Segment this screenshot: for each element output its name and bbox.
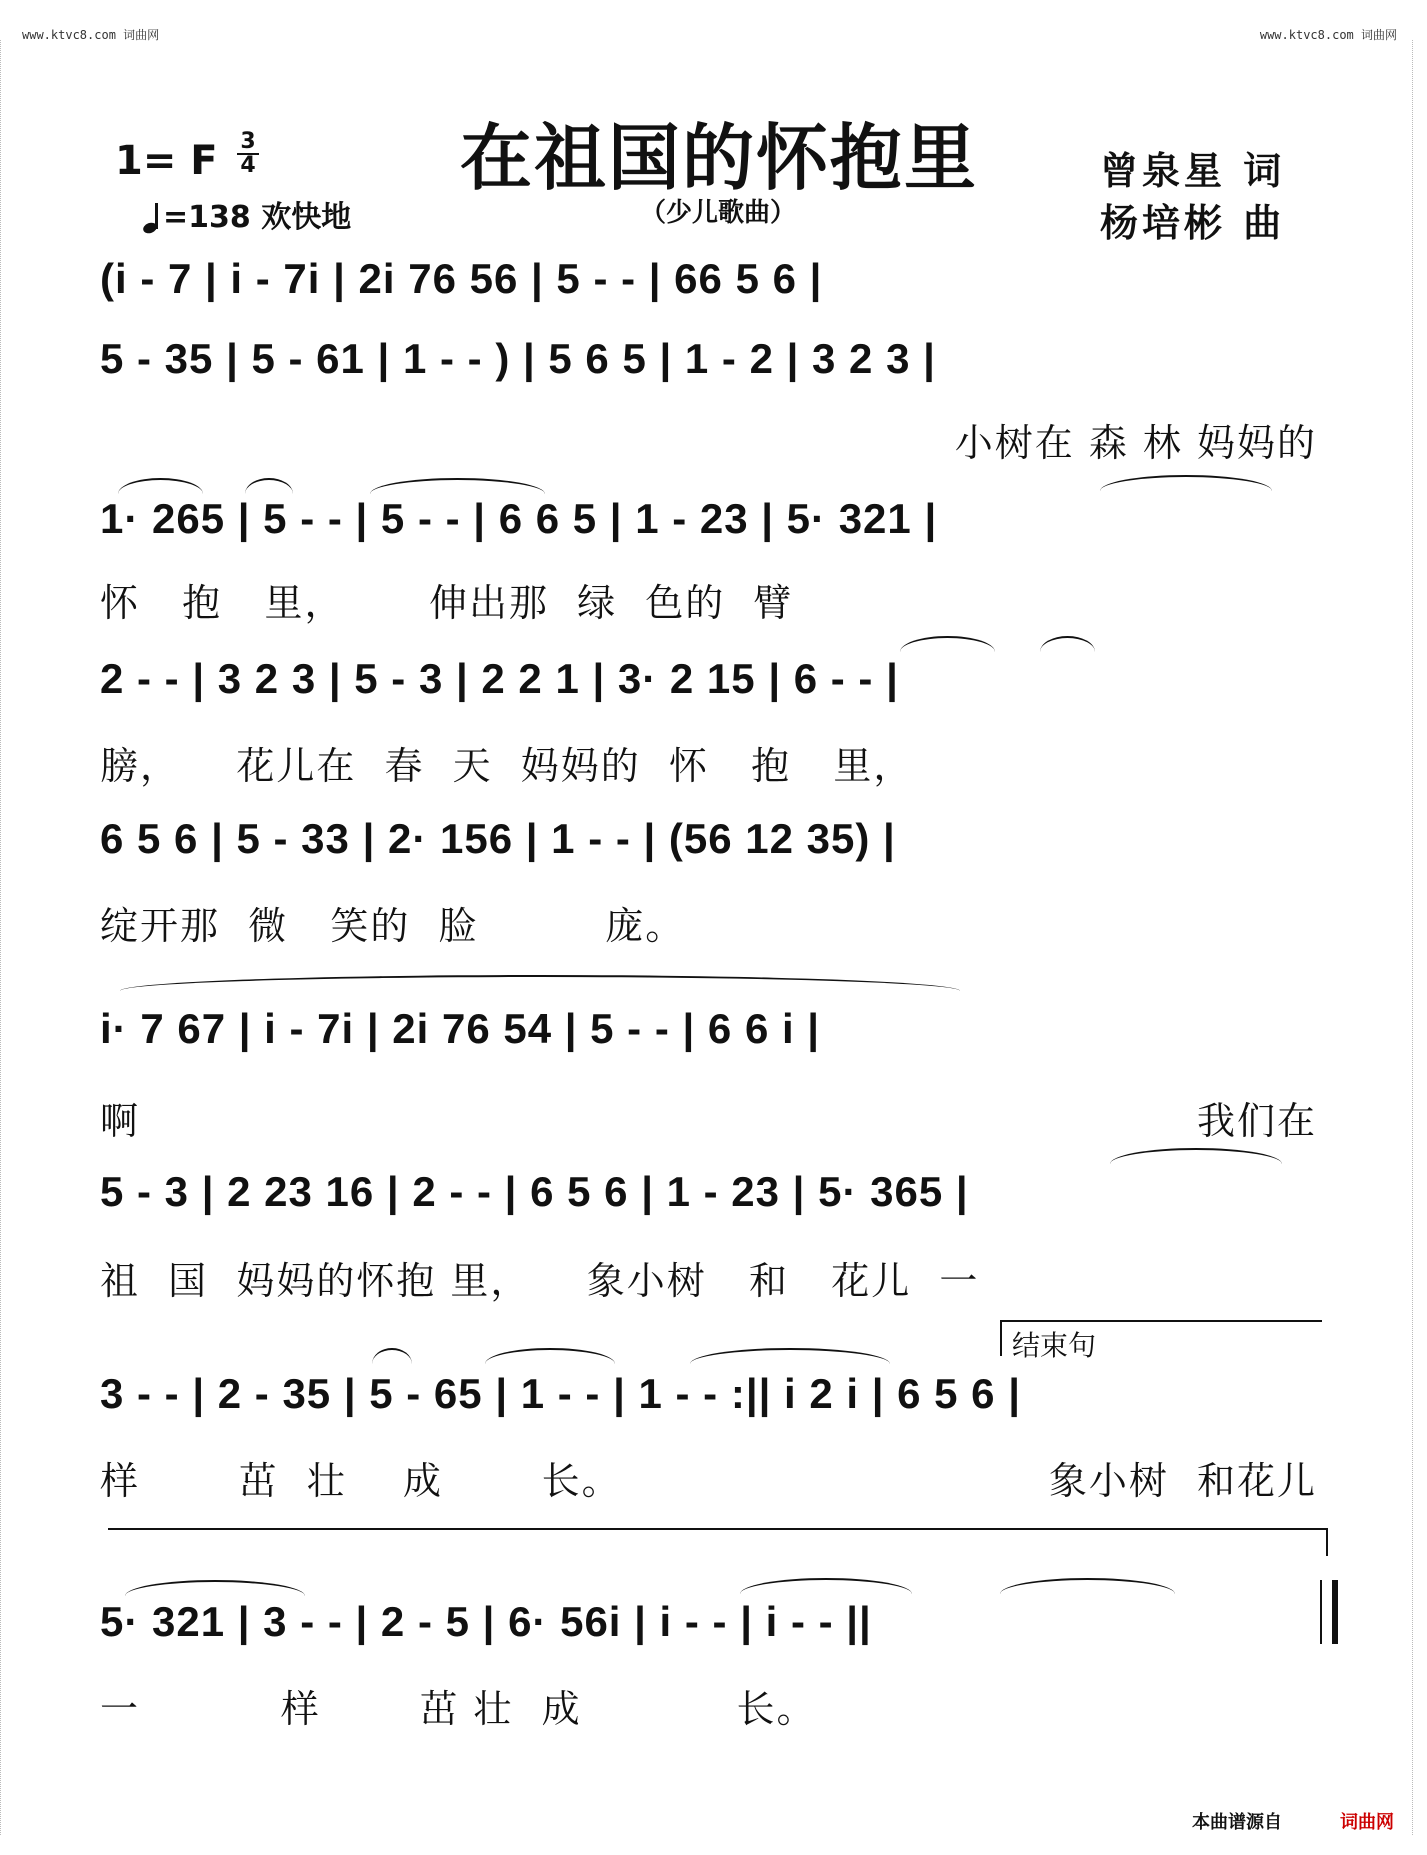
slur (370, 478, 545, 494)
lyric-line-3: 怀 抱 里， 伸出那 绿 色的 臂 (100, 581, 794, 625)
slur (740, 1578, 912, 1594)
slur (1040, 636, 1095, 652)
lyric-line-5: 绽开那 微 笑的 脸 庞。 (100, 904, 686, 948)
music-line-7: 5 - 3 | 2 23 16 | 2 - - | 6 5 6 | 1 - 23 | 5· 365 | (100, 1168, 969, 1215)
music-line-9: 5· 321 | 3 - - | 2 - 5 | 6· 56i | i - - | i - - || (100, 1598, 872, 1645)
slur (125, 1580, 305, 1596)
watermark-right: www.ktvc8.com 词曲网 (1259, 28, 1397, 42)
composer-credit: 杨培彬 曲 (1100, 201, 1286, 245)
music-line-5: 6 5 6 | 5 - 33 | 2· 156 | 1 - - | (56 12 35) | (100, 815, 896, 862)
music-line-1: (i - 7 | i - 7i | 2i 76 56 | 5 - - | 66 5 6 | (100, 255, 823, 302)
lyric-line-8: 样 茁 壮 成 长。 (100, 1459, 622, 1503)
slur (372, 1348, 412, 1364)
music-line-3: 1· 265 | 5 - - | 5 - - | 6 6 5 | 1 - 23 | 5· 321 | (100, 495, 938, 542)
music-line-4: 2 - - | 3 2 3 | 5 - 3 | 2 2 1 | 3· 2 15 | 6 - - | (100, 655, 899, 702)
lyricist-credit: 曾泉星 词 (1100, 149, 1286, 193)
tempo-text: =138 欢快地 (163, 200, 352, 235)
lyric-line-6-right: 我们在 (1196, 1099, 1317, 1143)
slur (485, 1348, 615, 1364)
lyric-line-6-left: 啊 (100, 1099, 141, 1143)
music-line-2: 5 - 35 | 5 - 61 | 1 - - ) | 5 6 5 | 1 - 2 | 3 2 3 | (100, 335, 936, 382)
lyric-line-8-right: 象小树 和花儿 (1048, 1459, 1317, 1503)
ending-bracket (1000, 1320, 1322, 1362)
lyric-line-7: 祖 国 妈妈的怀抱 里， 象小树 和 花儿 一 (100, 1259, 980, 1303)
music-line-6: i· 7 67 | i - 7i | 2i 76 54 | 5 - - | 6 6 i | (100, 1005, 821, 1052)
slur (1100, 475, 1272, 491)
key-signature: 1= F (115, 138, 218, 184)
lyric-line-4: 膀， 花儿在 春 天 妈妈的 怀 抱 里， (100, 744, 914, 788)
tempo-marking (143, 192, 351, 236)
slur (1110, 1148, 1282, 1164)
ending-rule-end (1326, 1528, 1328, 1556)
slur (900, 636, 995, 652)
final-barline (1320, 1580, 1338, 1644)
slur (245, 478, 293, 494)
footer-brand[interactable]: 词曲网 (1340, 1812, 1394, 1833)
watermark-left: www.ktvc8.com 词曲网 (22, 28, 160, 42)
slur (690, 1348, 890, 1364)
music-line-8: 3 - - | 2 - 35 | 5 - 65 | 1 - - | 1 - - :|| i 2 i | 6 5 6 | (100, 1370, 1021, 1417)
time-signature (237, 129, 259, 178)
side-margin-right (1412, 40, 1427, 1835)
meter-bottom: 4 (240, 153, 256, 178)
song-title: 在祖国的怀抱里 (460, 115, 979, 200)
lyric-line-9: 一 样 茁 壮 成 长。 (100, 1687, 817, 1731)
lyric-line-2: 小树在 森 林 妈妈的 (954, 421, 1317, 465)
side-margin-left (0, 40, 15, 1835)
ending-rule (108, 1528, 1328, 1530)
ending-label: 结束句 (1012, 1329, 1097, 1362)
slur (120, 975, 960, 991)
slur (1000, 1578, 1175, 1594)
song-subtitle: （少儿歌曲） (640, 198, 797, 228)
meter-top: 3 (240, 129, 256, 154)
footer-source: 本曲谱源自 (1192, 1812, 1282, 1833)
slur (118, 478, 203, 494)
quarter-note-icon (143, 203, 157, 233)
